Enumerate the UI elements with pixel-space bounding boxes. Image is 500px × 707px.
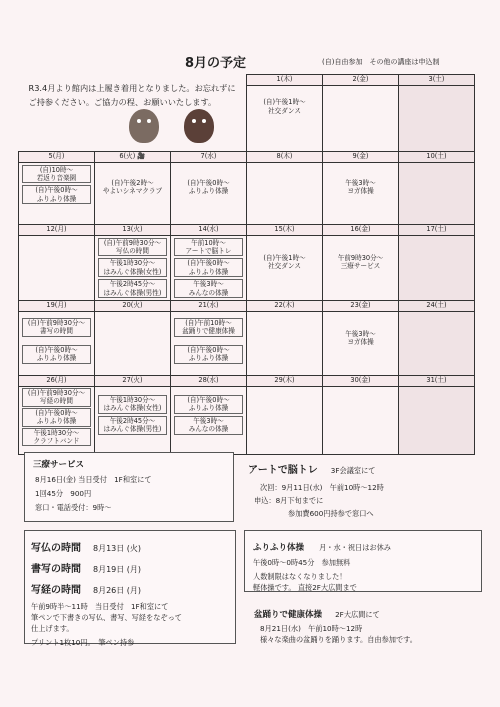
event-time: 午後3時～ xyxy=(193,416,224,425)
day-header: 19(月) xyxy=(19,300,95,311)
day-cell xyxy=(19,235,95,300)
event-title: ふりふり体操 xyxy=(188,354,229,363)
course-name: 写仏の時間 xyxy=(31,543,81,554)
event xyxy=(174,279,243,298)
shabutsu-line: プリント1枚10円。 筆ペン持参 xyxy=(31,638,135,647)
day-header: 1(木) xyxy=(247,75,323,86)
day-header: 15(木) xyxy=(247,224,323,235)
art-place: 3F会議室にて xyxy=(330,466,376,475)
event-time: (自)午前9時30分～ xyxy=(103,238,162,247)
day-cell xyxy=(323,86,399,151)
day-label: 6(火) xyxy=(119,151,136,160)
day-header: 20(火) xyxy=(95,300,171,311)
day-cell xyxy=(95,162,171,224)
event-time: (自)午後0時～ xyxy=(35,408,78,417)
event-title: やよいシネマクラブ xyxy=(102,186,163,195)
day-cell xyxy=(171,386,247,454)
event-time: (自)午後0時～ xyxy=(35,345,78,354)
event-title: はみんぐ体操(男性) xyxy=(103,425,162,434)
day-cell xyxy=(247,235,323,300)
course-name: 書写の時間 xyxy=(31,564,81,575)
day-cell xyxy=(323,162,399,224)
day-header: 26(月) xyxy=(19,375,95,386)
day-header: 21(水) xyxy=(171,300,247,311)
event-title: ヨガ体操 xyxy=(347,186,374,195)
event-title: はみんぐ体操(女性) xyxy=(103,404,162,413)
shabutsu-row xyxy=(31,536,235,555)
course-name: 写経の時間 xyxy=(31,585,81,596)
day-header: 2(金) xyxy=(323,75,399,86)
day-header: 17(土) xyxy=(399,224,475,235)
mascot-right-icon xyxy=(184,109,214,143)
day-cell xyxy=(95,311,171,375)
art-title: アートで脳トレ xyxy=(248,465,318,476)
event xyxy=(22,165,91,184)
day-cell xyxy=(323,386,399,454)
day-header: 28(水) xyxy=(171,375,247,386)
event-title: 写仏の時間 xyxy=(116,246,149,255)
event xyxy=(174,318,243,337)
shabutsu-row xyxy=(31,557,235,576)
event-time: (自)午前9時30分～ xyxy=(27,388,86,397)
furifuri-line: 人数制限はなくなりました！ xyxy=(253,572,347,581)
furifuri-panel xyxy=(244,530,482,592)
day-cell xyxy=(247,386,323,454)
day-header: 13(火) xyxy=(95,224,171,235)
event xyxy=(22,318,91,337)
shoes-notice: R3.4月より館内は上履き着用となりました。お忘れずにご持参ください。ご協力の程、お願いいたします。 xyxy=(28,82,236,107)
event-time: (自)午後1時～ xyxy=(263,98,306,107)
event-time: (自)午後0時～ xyxy=(187,259,230,268)
legend-note: (自)自由参加 その他の講座は申込制 xyxy=(322,58,440,66)
day-cell xyxy=(247,162,323,224)
day-header: 8(木) xyxy=(247,151,323,162)
bon-title: 盆踊りで健康体操 xyxy=(254,610,323,620)
day-header: 24(土) xyxy=(399,300,475,311)
event-title: ふりふり体操 xyxy=(188,267,229,276)
event xyxy=(174,395,243,414)
day-header: 23(金) xyxy=(323,300,399,311)
event-time: 午後3時～ xyxy=(345,178,376,187)
day-header: 7(水) xyxy=(171,151,247,162)
day-cell xyxy=(399,386,475,454)
furifuri-sub: 月・水・祝日はお休み xyxy=(319,543,391,552)
day-header: 16(金) xyxy=(323,224,399,235)
day-cell xyxy=(247,86,323,151)
day-cell xyxy=(323,235,399,300)
event-title: 盆踊りで健康体操 xyxy=(182,327,235,336)
art-line: 申込：8月下旬までに xyxy=(254,496,324,505)
day-header: 3(土) xyxy=(399,75,475,86)
course-date: 8月19日 (月) xyxy=(93,565,142,574)
day-cell xyxy=(399,86,475,151)
bon-line: 様々な楽曲の盆踊りを踊ります。自由参加です。 xyxy=(260,635,417,644)
mascot-left-icon xyxy=(129,109,159,143)
event-title: 若返り音楽園 xyxy=(36,173,77,182)
event-time: (自)午後0時～ xyxy=(187,345,230,354)
event-title: みんなの体操 xyxy=(188,425,229,434)
notice-cell xyxy=(19,75,247,152)
event-time: 午前9時30分～ xyxy=(337,253,384,262)
event-title: みんなの体操 xyxy=(188,288,229,297)
day-cell xyxy=(171,311,247,375)
event-time: (自)午後0時～ xyxy=(35,186,78,195)
event xyxy=(96,179,169,196)
event-time: 午後1時30分～ xyxy=(109,395,156,404)
day-header: 9(金) xyxy=(323,151,399,162)
event-title: クラフトバンド xyxy=(33,436,80,445)
event xyxy=(98,279,167,298)
day-cell xyxy=(95,235,171,300)
shabutsu-row xyxy=(31,578,235,597)
event-title: ふりふり体操 xyxy=(36,417,77,426)
day-cell xyxy=(171,235,247,300)
day-header: 31(土) xyxy=(399,375,475,386)
event-time: 午後1時30分～ xyxy=(109,259,156,268)
event xyxy=(174,258,243,277)
day-header: 5(月) xyxy=(19,151,95,162)
day-header: 12(月) xyxy=(19,224,95,235)
event-time: 午前10時～ xyxy=(191,238,226,247)
bon-line: 8月21日(水) 午前10時～12時 xyxy=(260,624,363,633)
furifuri-line: 軽体操です。 直接2F大広間まで xyxy=(253,583,357,592)
event-title: ふりふり体操 xyxy=(36,354,77,363)
sanryo-title: 三療サービス xyxy=(33,460,85,470)
page-title: 8月の予定 xyxy=(185,56,247,71)
calendar-table xyxy=(18,74,475,455)
event-title: はみんぐ体操(男性) xyxy=(103,288,162,297)
bon-panel xyxy=(254,602,480,642)
event-time: (自)午後2時～ xyxy=(111,178,154,187)
day-header: 10(土) xyxy=(399,151,475,162)
event-title: ヨガ体操 xyxy=(347,338,374,347)
bon-place: 2F大広間にて xyxy=(335,610,380,619)
event-time: (自)10時～ xyxy=(39,165,74,174)
event xyxy=(22,388,91,407)
day-cell xyxy=(19,162,95,224)
art-panel xyxy=(248,458,478,518)
event xyxy=(22,345,91,364)
event-title: 写経の時間 xyxy=(40,397,73,406)
event-title: 社交ダンス xyxy=(268,106,301,115)
day-cell xyxy=(399,162,475,224)
event-time: 午後3時～ xyxy=(345,329,376,338)
day-header: 30(金) xyxy=(323,375,399,386)
shabutsu-line: 午前9時半～11時 当日受付 1F和室にて xyxy=(31,602,169,611)
day-header: 14(水) xyxy=(171,224,247,235)
event xyxy=(248,254,321,271)
day-cell xyxy=(323,311,399,375)
event xyxy=(174,345,243,364)
art-line: 次回：9月11日(水) 午前10時～12時 xyxy=(260,483,384,492)
sanryo-line: 8月16日(金) 当日受付 1F和室にて xyxy=(35,475,152,484)
event-title: はみんぐ体操(女性) xyxy=(103,267,162,276)
course-date: 8月26日 (月) xyxy=(93,586,142,595)
art-line: 参加費600円持参で窓口へ xyxy=(288,509,374,518)
furifuri-line: 午後0時～0時45分 参加無料 xyxy=(253,558,351,567)
shabutsu-line: 仕上げます。 xyxy=(31,624,74,633)
event-time: (自)午前10時～ xyxy=(185,318,232,327)
day-cell xyxy=(95,386,171,454)
event xyxy=(98,258,167,277)
event xyxy=(172,179,245,196)
event xyxy=(174,238,243,257)
day-cell xyxy=(247,311,323,375)
shabutsu-panel xyxy=(24,530,236,647)
event xyxy=(324,179,397,196)
movie-camera-icon: 🎥 xyxy=(137,151,146,160)
event-title: ふりふり体操 xyxy=(36,194,77,203)
shabutsu-line: 筆ペンで下書きの写仏、書写、写経をなぞって xyxy=(31,613,182,622)
sanryo-line: 窓口・電話受付：9時～ xyxy=(35,503,112,512)
event xyxy=(98,238,167,257)
event-time: (自)午後0時～ xyxy=(187,395,230,404)
event-time: (自)午後0時～ xyxy=(187,178,230,187)
sanryo-panel xyxy=(24,452,234,522)
event-title: アートで脳トレ xyxy=(185,246,232,255)
event-title: ふりふり体操 xyxy=(188,404,229,413)
event xyxy=(98,395,167,414)
event xyxy=(98,416,167,435)
furifuri-title: ふりふり体操 xyxy=(253,543,305,553)
event-title: 社交ダンス xyxy=(268,261,301,270)
event xyxy=(324,330,397,347)
event-time: 午後1時30分～ xyxy=(33,428,80,437)
event xyxy=(22,408,91,427)
sanryo-line: 1回45分 900円 xyxy=(35,489,92,498)
day-cell xyxy=(399,311,475,375)
event xyxy=(22,428,91,447)
event xyxy=(174,416,243,435)
day-cell xyxy=(171,162,247,224)
day-cell xyxy=(19,386,95,454)
course-date: 8月13日 (火) xyxy=(93,544,142,553)
day-header: 29(木) xyxy=(247,375,323,386)
event-time: 午後3時～ xyxy=(193,280,224,289)
event-title: 書写の時間 xyxy=(40,327,73,336)
event-title: ふりふり体操 xyxy=(188,186,229,195)
event-title: 三療サービス xyxy=(340,261,381,270)
event xyxy=(22,185,91,204)
event-time: (自)午後1時～ xyxy=(263,253,306,262)
day-cell xyxy=(399,235,475,300)
day-cell xyxy=(19,311,95,375)
event-time: 午後2時45分～ xyxy=(109,280,156,289)
day-header: 27(火) xyxy=(95,375,171,386)
day-header: 22(木) xyxy=(247,300,323,311)
event-time: (自)午前9時30分～ xyxy=(27,318,86,327)
day-header xyxy=(95,151,171,162)
event xyxy=(324,254,397,271)
event-time: 午後2時45分～ xyxy=(109,416,156,425)
